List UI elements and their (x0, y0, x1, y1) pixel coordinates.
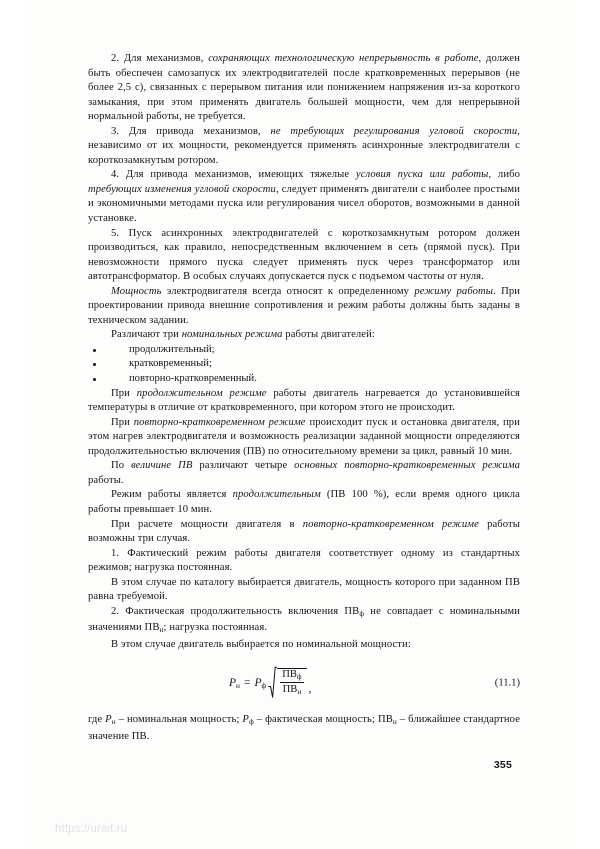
case2-mid: не совпадает с номинальными значениями ПВ (88, 605, 520, 634)
emphasis-text: требующих изменения угловой скорости (88, 183, 276, 195)
emphasis-text: номинальных режима (181, 329, 283, 341)
body-text: , следует применять двигатели с наиболее простыми и экономичными методами пуска или регулирования чисел оборотов, возможными в данной установке. (88, 183, 520, 225)
paragraph-item-2 (88, 52, 520, 125)
fraction-denominator: $ПВ_н$ (282, 683, 302, 696)
body-text: При (111, 416, 134, 428)
paragraph-case-2-detail: В этом случае двигатель выбирается по номинальной мощности: (111, 638, 411, 650)
paragraph-pv-value (88, 459, 520, 488)
where-pf-description: – фактическая мощность; ПВ (253, 714, 393, 726)
page-number: 355 (493, 759, 512, 771)
body-text: работы двигатель нагревается до установившейся температуры в отличие от кратковременного, при котором этого не происходит. (88, 387, 520, 414)
bullet-dot-icon (93, 378, 96, 381)
body-text: , должен быть обеспечен самозапуск их электродвигателей после кратковременных перерывов (не более 2,5 с), связанных с перерывом питания или понижением напряжения из-за короткого замыкания, при этом применять двигатель большей мощности, чем для непрерывной нормальной работы, не требуется. (88, 53, 521, 123)
where-symbol-pf-subscript: ф (248, 717, 254, 727)
list-item (88, 372, 520, 387)
paragraph-where-clause (88, 713, 520, 744)
list-item-label: продолжительный; (129, 343, 215, 355)
body-text: 3. Для привода механизмов, (111, 125, 271, 137)
paragraph-case-1-detail (88, 576, 520, 605)
where-symbol-pn: P (105, 714, 112, 726)
radical-sign-icon (268, 666, 277, 700)
body-text: происходит пуск и остановка двигателя, при этом нагрев электродвигателя и возможность реализации заданной мощности определяются продолжительностью включения (ПВ) по относительному времени за цикл, равный 10 мин. (88, 416, 520, 457)
emphasis-text: величине ПВ (131, 460, 193, 472)
case2-lead: 2. Фактическая продолжительность включения ПВ (111, 605, 360, 617)
bullet-dot-icon (93, 363, 96, 366)
fraction (277, 668, 306, 701)
fraction-numerator: $ПВ_ф$ (282, 668, 302, 682)
emphasis-text: повторно-кратковременном режиме (302, 518, 479, 530)
formula-expression (229, 666, 312, 700)
paragraph-intermittent-mode (88, 416, 520, 460)
formula-11-1 (88, 662, 520, 704)
list-item (88, 357, 520, 372)
body-text: При (111, 387, 137, 399)
body-text: 4. Для привода механизмов, имеющих тяжелые (111, 169, 356, 181)
body-text: 1. Фактический режим работы двигателя соответствует одному из стандартных режимов; нагрузка постоянная. (88, 547, 520, 574)
body-text: Режим работы является (111, 489, 233, 501)
formula-rhs-coefficient: $P_ф$ (254, 676, 267, 690)
body-text: . При проектировании привода внешние сопротивления и режим работы должны быть заданы в техническом задании. (88, 285, 520, 326)
body-text: , либо (488, 169, 520, 181)
where-symbol-pn-subscript: н (111, 717, 116, 727)
formula-equals-sign: = (243, 677, 251, 690)
emphasis-text: условия пуска или работы (355, 169, 489, 181)
body-text: работы возможны три случая. (88, 518, 521, 545)
body-text: электродвигателя всегда относят к определенному (161, 285, 415, 297)
case2-tail: ; нагрузка постоянная. (163, 622, 268, 634)
emphasis-text: продолжительном режиме (136, 387, 267, 399)
paragraph-item-3 (88, 125, 520, 169)
square-root-symbol (268, 666, 306, 700)
case2-mid-subscript: н (159, 625, 164, 635)
emphasis-text: повторно-кратковременном режиме (133, 416, 306, 428)
body-text: (ПВ 100 %), если время одного цикла работы превышает 10 мин. (88, 489, 520, 515)
page-sheet (24, 0, 576, 849)
body-text: различают четыре (192, 460, 295, 472)
paragraph-three-cases-intro (88, 518, 520, 547)
where-symbol-pv-subscript: н (392, 717, 397, 727)
paragraph-continuous-mode (88, 387, 520, 416)
body-text: работы. (88, 474, 124, 486)
paragraph-case-2 (88, 605, 520, 638)
body-text: В этом случае по каталогу выбирается двигатель, мощность которого при заданном ПВ равна требуемой. (88, 576, 520, 603)
emphasis-text: основных повторно-кратковременных режима (294, 460, 521, 472)
body-text: , независимо от их мощности, рекомендуется применять асинхронные электродвигатели с короткозамкнутым ротором. (88, 125, 520, 166)
nominal-modes-list (88, 343, 520, 387)
formula-number-label: (11.1) (494, 677, 520, 689)
where-pn-description: – номинальная мощность; (115, 714, 243, 726)
emphasis-text: продолжительным (232, 489, 321, 501)
list-item (88, 343, 520, 358)
formula-trailing-comma: , (308, 683, 312, 696)
body-text: При расчете мощности двигателя в (111, 518, 303, 530)
emphasis-text: Мощность (111, 285, 162, 297)
bullet-dot-icon (93, 349, 96, 352)
where-pv-description: – ближайшее стандартное значение ПВ. (88, 714, 521, 743)
body-text: По (111, 460, 132, 472)
paragraph-case-1 (88, 547, 520, 576)
body-text: 2. Для механизмов, (111, 53, 209, 64)
emphasis-text: режиму работы (414, 285, 494, 297)
body-text: Различают три (111, 329, 182, 341)
list-item-label: кратковременный; (129, 358, 212, 370)
list-item-label: повторно-кратковременный. (129, 373, 257, 385)
emphasis-text: сохраняющих технологическую непрерывность в работе (208, 53, 479, 64)
where-symbol-pf: P (242, 714, 249, 726)
paragraph-item-4 (88, 168, 520, 226)
paragraph-continuous-100 (88, 488, 520, 517)
emphasis-text: не требующих регулирования угловой скорости (270, 125, 518, 137)
paragraph-three-modes-intro (88, 328, 520, 343)
case2-lead-subscript: ф (359, 608, 365, 618)
body-text: 5. Пуск асинхронных электродвигателей с короткозамкнутым ротором должен производиться, как правило, непосредственным включением в сеть (прямой пуск). При невозможности прямого пуска следует применять пуск через трансформатор или автотрансформатор. В особых случаях допускается пуск с подъемом частоты от нуля. (88, 227, 520, 283)
watermark-url: https://urait.ru (55, 823, 128, 835)
formula-lhs: $P_н$ (229, 676, 240, 690)
where-prefix: где (88, 714, 106, 726)
page-body (88, 52, 520, 745)
paragraph-power-mode (88, 285, 520, 329)
paragraph-item-5 (88, 227, 520, 285)
body-text: работы двигателей: (282, 329, 375, 341)
